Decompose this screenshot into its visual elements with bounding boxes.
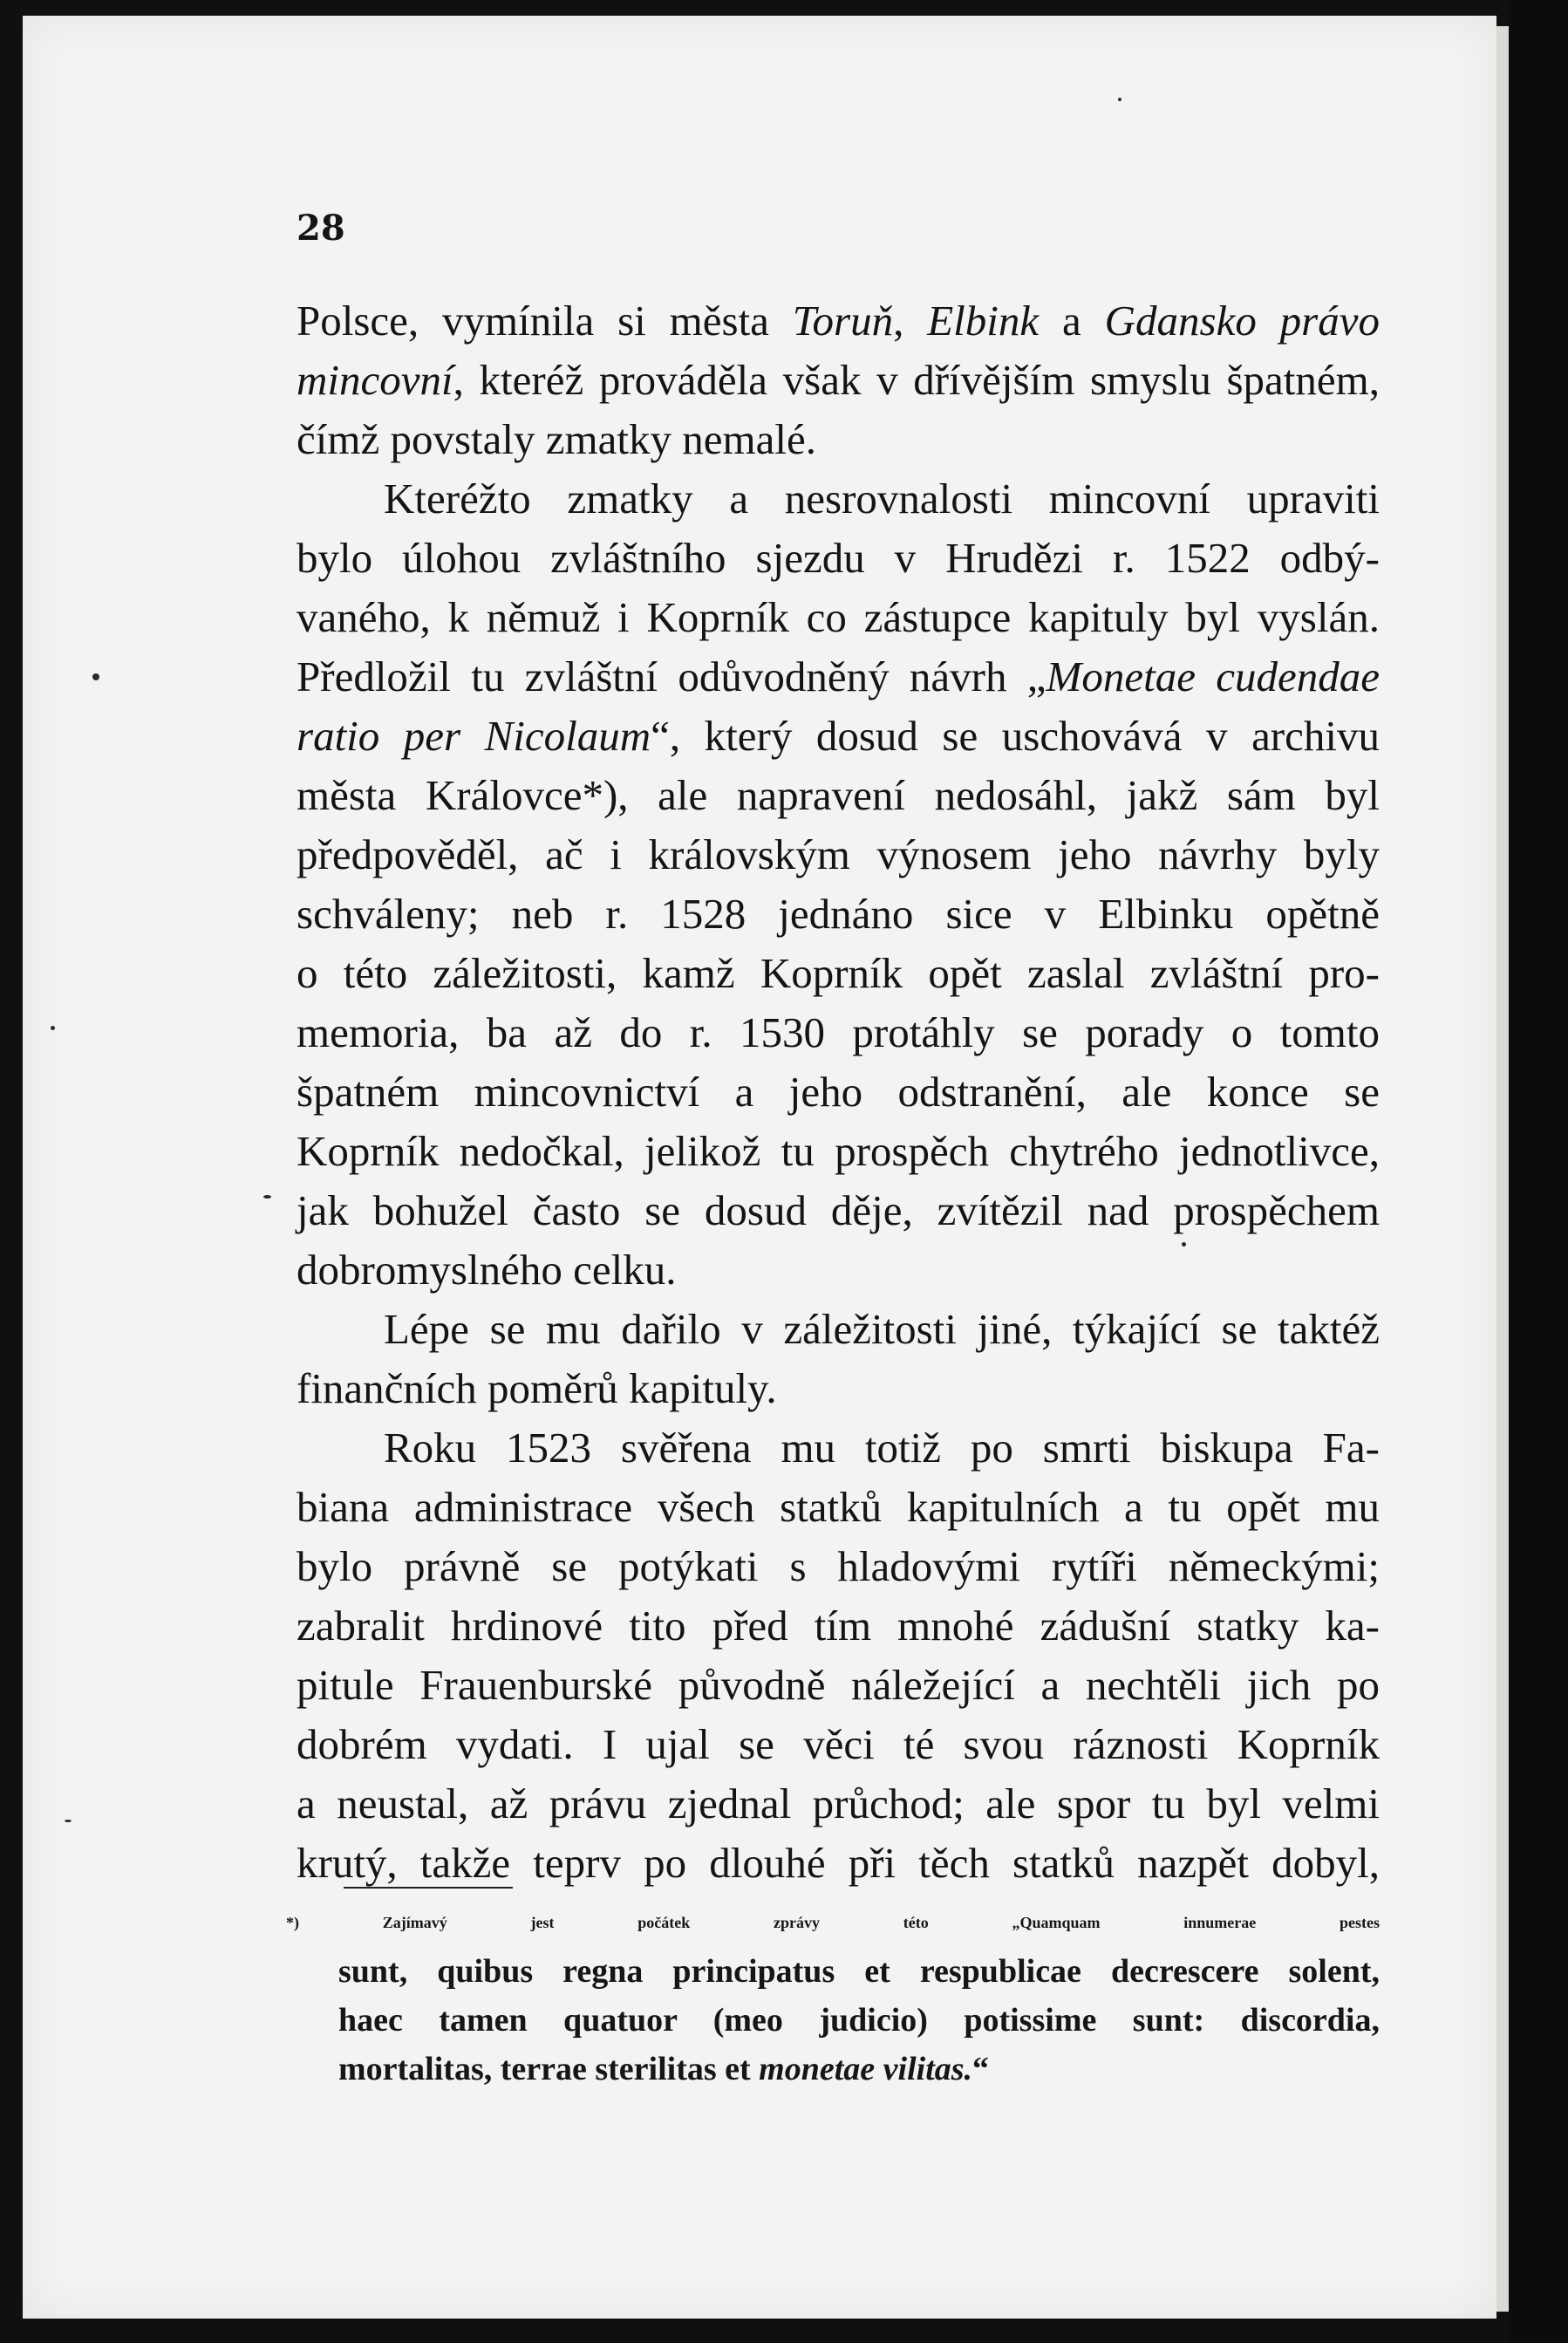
text-line (297, 825, 1380, 885)
text-line (297, 1359, 1380, 1418)
text-segment: “ (972, 2051, 990, 2087)
footnote-line (338, 1996, 1380, 2045)
text-line (297, 1834, 1380, 1893)
text-segment: města Královce*), ale napravení nedosáhl, jakž sám byl (297, 771, 1380, 819)
text-line (297, 1003, 1380, 1062)
text-segment: jak bohužel často se dosud děje, zvítězil nad prospěchem (297, 1186, 1380, 1234)
text-segment: mortalitas, terrae sterilitas et (338, 2051, 760, 2087)
text-segment: bylo právně se potýkati s hladovými rytíři německými; (297, 1542, 1380, 1590)
footnote-line (338, 1947, 1380, 1996)
text-segment: bylo úlohou zvláštního sjezdu v Hrudězi r. 1522 odbý- (297, 534, 1380, 582)
text-segment: , kteréž prováděla však v dřívějším smyslu špatném, (453, 356, 1380, 404)
text-segment: čímž povstaly zmatky nemalé. (297, 415, 816, 463)
text-line (297, 410, 1380, 469)
text-line (297, 1596, 1380, 1656)
ink-speck (263, 1195, 271, 1199)
text-segment: předpověděl, ač i královským výnosem jeho návrhy byly (297, 830, 1380, 878)
text-line (297, 291, 1380, 351)
text-segment: krutý, takže teprv po dlouhé při těch statků nazpět dobyl, (297, 1839, 1380, 1887)
ink-speck (51, 1026, 55, 1030)
text-segment: a (1039, 297, 1105, 345)
italic-text: monetae vilitas. (759, 2051, 973, 2087)
text-segment: memoria, ba až do r. 1530 protáhly se porady o tomto (297, 1008, 1380, 1056)
footnote-line (286, 1898, 1380, 1947)
text-line (297, 1478, 1380, 1537)
italic-text: Monetae cudendae (1046, 652, 1380, 700)
text-line (297, 1181, 1380, 1240)
text-segment: dobrém vydati. I ujal se věci té svou ráznosti Koprník (297, 1720, 1380, 1768)
text-line (297, 647, 1380, 707)
text-segment: Kteréžto zmatky a nesrovnalosti mincovní upraviti (384, 475, 1380, 523)
text-line (297, 1537, 1380, 1596)
text-segment: Předložil tu zvláštní odůvodněný návrh „ (297, 652, 1046, 700)
text-segment: Roku 1523 svěřena mu totiž po smrti biskupa Fa- (384, 1424, 1380, 1472)
text-line (297, 1656, 1380, 1715)
text-segment: o této záležitosti, kamž Koprník opět zaslal zvláštní pro- (297, 949, 1380, 997)
text-segment: zabralit hrdinové tito před tím mnohé zádušní statky ka- (297, 1602, 1380, 1650)
text-segment: pitule Frauenburské původně náležející a nechtěli jich po (297, 1661, 1380, 1709)
italic-text: Elbink (927, 297, 1040, 345)
text-segment: sunt, quibus regna principatus et respublicae decrescere solent, (338, 1953, 1380, 1990)
text-segment: dobromyslného celku. (297, 1246, 677, 1294)
text-line (297, 1240, 1380, 1300)
scan-margin (1509, 0, 1568, 2343)
ink-speck (92, 673, 99, 680)
text-segment: *) Zajímavý jest počátek zprávy této „Quamquam innumerae pestes (286, 1914, 1380, 1931)
text-line (297, 885, 1380, 944)
italic-text: mincovní (297, 356, 453, 404)
text-line (297, 1122, 1380, 1181)
ink-speck (1118, 98, 1121, 101)
text-segment: , (893, 297, 928, 345)
text-line (297, 588, 1380, 647)
text-segment: vaného, k němuž i Koprník co zástupce kapituly byl vyslán. (297, 593, 1380, 641)
text-segment: Koprník nedočkal, jelikož tu prospěch chytrého jednotlivce, (297, 1127, 1380, 1175)
footnote-rule (344, 1887, 513, 1889)
text-segment: “, který dosud se uschovává v archivu (651, 712, 1380, 760)
text-segment: špatném mincovnictví a jeho odstranění, ale konce se (297, 1068, 1380, 1116)
text-line (297, 529, 1380, 588)
footnote-line (338, 2045, 1380, 2094)
text-segment: Lépe se mu dařilo v záležitosti jiné, týkající se taktéž (384, 1305, 1380, 1353)
text-line (297, 707, 1380, 766)
text-line (297, 1418, 1380, 1478)
text-segment: finančních poměrů kapituly. (297, 1364, 777, 1412)
text-line (297, 1300, 1380, 1359)
text-segment: schváleny; neb r. 1528 jednáno sice v Elbinku opětně (297, 890, 1380, 938)
body-text (297, 291, 1380, 1893)
text-line (297, 944, 1380, 1003)
italic-text: Gdansko právo (1104, 297, 1381, 345)
page-edge (1496, 26, 1509, 2312)
page-number: 28 (297, 208, 345, 249)
text-line (297, 1715, 1380, 1774)
text-line (297, 469, 1380, 529)
text-line (297, 1062, 1380, 1122)
ink-speck (65, 1820, 72, 1822)
italic-text: Toruň (792, 297, 894, 345)
text-segment: a neustal, až právu zjednal průchod; ale spor tu byl velmi (297, 1779, 1380, 1827)
text-line (297, 351, 1380, 410)
text-line (297, 1774, 1380, 1834)
text-segment: haec tamen quatuor (meo judicio) potissime sunt: discordia, (338, 2002, 1380, 2039)
italic-text: ratio per Nicolaum (297, 712, 651, 760)
text-segment: biana administrace všech statků kapitulních a tu opět mu (297, 1483, 1380, 1531)
text-line (297, 766, 1380, 825)
footnote (286, 1898, 1380, 2094)
text-segment: Polsce, vymínila si města (297, 297, 793, 345)
